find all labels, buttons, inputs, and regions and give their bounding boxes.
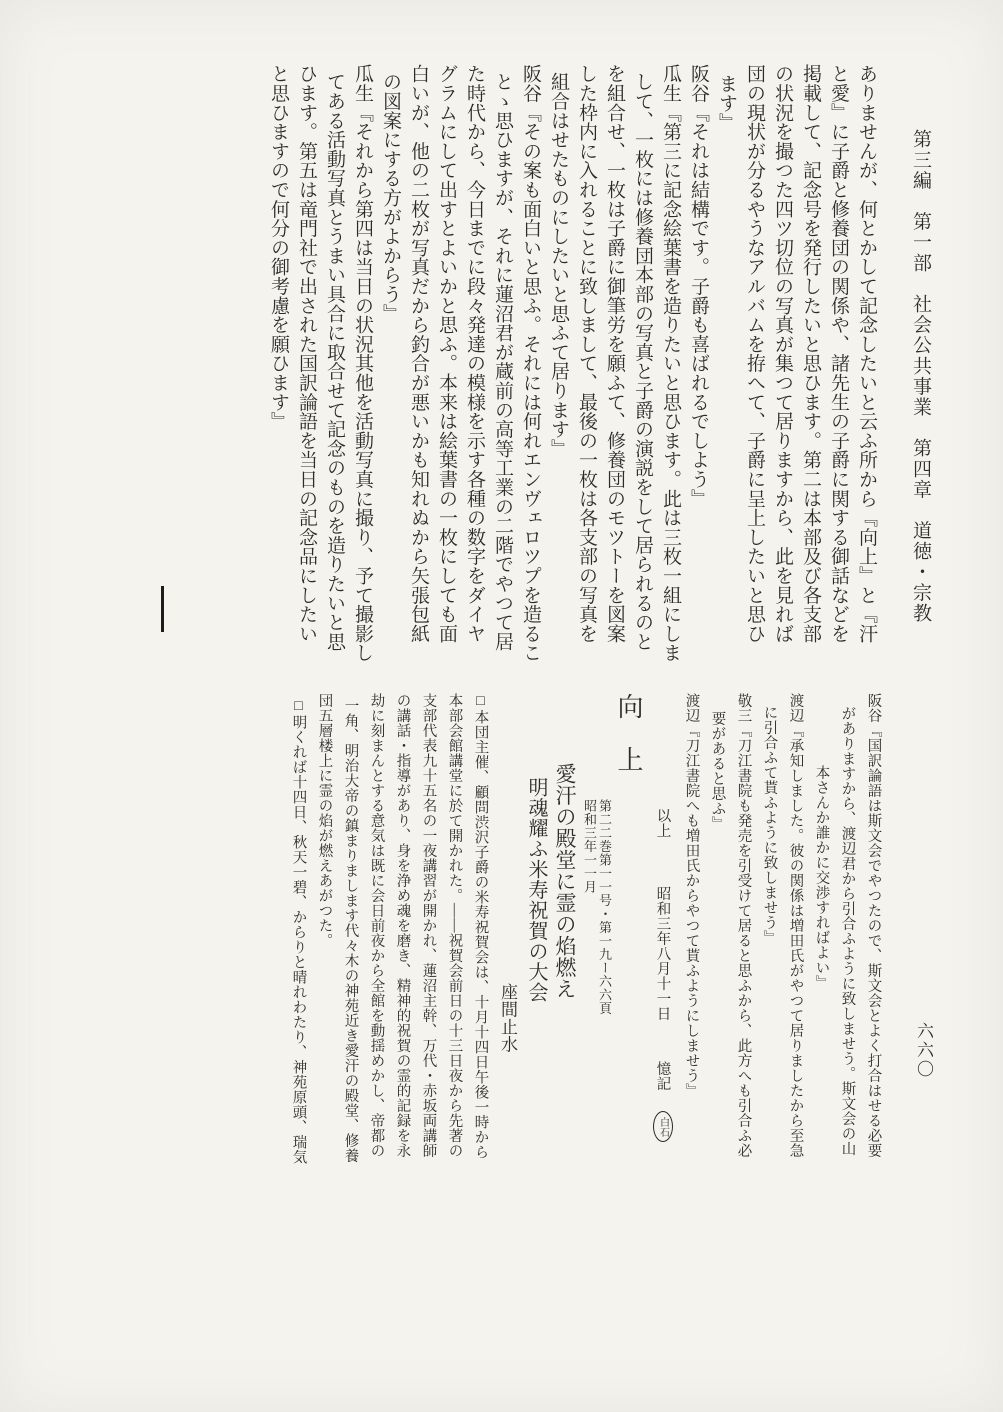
article-column: の講話・指導があり、身を浄め魂を磨き、精神的祝賀の霊的記録を永 bbox=[394, 693, 411, 1158]
dialogue-column: 阪谷『その案も面白いと思ふ。それには何れエンヴェロツプを造るこ bbox=[520, 64, 541, 663]
dialogue-column: 団の現状が分るやうなアルバムを拵へて、子爵に呈上したいと思ひ bbox=[744, 64, 765, 643]
dialogue-column: ます』 bbox=[716, 74, 737, 132]
emphasis-mark bbox=[161, 586, 164, 632]
running-head: 第三編 第一部 社会公共事業 第四章 道徳・宗教 bbox=[910, 129, 931, 624]
dialogue-column: た時代から、今日までに段々発達の模様を示す各種の数字をダイヤ bbox=[464, 64, 485, 643]
page-number: 六六〇 bbox=[914, 1022, 933, 1079]
article-column: 支部代表九十五名の一夜講習が開かれ、蓮沼主幹、万代・赤坂両講師 bbox=[420, 693, 437, 1158]
citation-source bbox=[583, 693, 611, 1193]
record-note: 憶記 bbox=[654, 1061, 671, 1091]
dialogue-column: 白いが、他の二枚が写真だから釣合が悪いかも知れぬから矢張包紙 bbox=[408, 64, 429, 643]
citation-title: 向 上 bbox=[614, 693, 643, 773]
dialogue-column: して、一枚には修養団本部の写真と子爵の演説をして居られるのと bbox=[632, 72, 653, 651]
dialogue-column: の状況を撮つた四ツ切位の写真が集つて居りますから、此を見れば bbox=[772, 64, 793, 643]
dialogue-column: 阪谷『それは結構です。子爵も喜ばれるでしよう』 bbox=[688, 64, 709, 508]
dialogue-column: 組合はせたものにしたいと思ふて居ります』 bbox=[548, 72, 569, 458]
dialogue-column: 本さんか誰かに交渉すればよい』 bbox=[813, 765, 830, 990]
article-author: 座間止水 bbox=[498, 983, 517, 1053]
dialogue-column: 阪谷『国訳論語は斯文会でやつたので、斯文会とよく打合はせる必要 bbox=[865, 693, 882, 1158]
dialogue-column: グラムにして出すとよいかと思ふ。本来は絵葉書の一枚にしても面 bbox=[436, 64, 457, 643]
dialogue-column: 瓜生『それから第四は当日の状況其他を活動写真に撮り、予て撮影し bbox=[352, 64, 373, 663]
dialogue-column: の図案にする方がよからう』 bbox=[380, 72, 401, 323]
article-column: 一角、明治大帝の鎮まりまします代々木の神苑近き愛汗の殿堂、修養 bbox=[342, 698, 359, 1163]
dialogue-column: 掲載して、記念号を発行したいと思ひます。第二は本部及び各支部 bbox=[800, 64, 821, 643]
seal-text: 白石 bbox=[653, 1111, 673, 1142]
lower-text-block bbox=[82, 693, 892, 1193]
citation-block bbox=[583, 693, 641, 1193]
dialogue-column: がありますから、渡辺君から引合ふように致しませう。斯文会の山 bbox=[839, 706, 856, 1156]
dialogue-column: ひます。第五は竜門社で出された国訳論語を当日の記念品にしたい bbox=[296, 64, 317, 643]
dialogue-column: した枠内に入れることに致しまして、最後の一枚は各支部の写真を bbox=[576, 64, 597, 643]
dialogue-column: 敬三『刀江書院も発売を引受けて居ると思ふから、此方へも引合ふ必 bbox=[735, 693, 752, 1158]
dialogue-column: 渡辺『承知しました。彼の関係は増田氏がやつて居りましたから至急 bbox=[787, 693, 804, 1158]
upper-text-block bbox=[55, 64, 885, 668]
dialogue-column: に引合ふて貰ふように致しませう』 bbox=[761, 705, 778, 945]
article-column: 団五層楼上に霊の焰が燃えあがつた。 bbox=[316, 693, 333, 948]
dialogue-column: てある活動写真とうまい具合に取合せて記念のものを造りたいと思 bbox=[324, 72, 345, 651]
end-mark: 以上 bbox=[654, 808, 671, 838]
dialogue-column: とゝ思ひますが、それに蓮沼君が蔵前の高等工業の二階でやつて居 bbox=[492, 72, 513, 651]
article-headline-main: 愛汗の殿堂に霊の焰燃え bbox=[553, 763, 577, 1000]
record-date: 昭和三年八月十一日 bbox=[654, 886, 671, 1021]
article-headline-sub: 明魂耀ふ米寿祝賀の大会 bbox=[525, 777, 547, 1003]
dialogue-column: 瓜生『第三に記念絵葉書を造りたいと思ひます。此は三枚一組にしま bbox=[660, 64, 681, 663]
seal-stamp bbox=[653, 1111, 673, 1142]
article-column: 劫に刻まんとする意気は既に会日前夜から全館を動揺めかし、帝都の bbox=[368, 693, 385, 1158]
citation-volume: 第二二巻第一一号・第一九ー六六頁 bbox=[597, 799, 612, 1015]
closing-line bbox=[653, 693, 673, 1193]
article-column: 本部会館講堂に於て開かれた。――祝賀会前日の十三日夜から先著の bbox=[446, 693, 463, 1158]
dialogue-column: を組合せ、一枚は子爵に御筆労を願ふて、修養団のモツトーを図案 bbox=[604, 64, 625, 643]
dialogue-column: 渡辺『刀江書院へも増田氏からやつて貰ふようにしませう』 bbox=[683, 693, 700, 1098]
dialogue-column: と愛』に子爵と修養団の関係や、諸先生の子爵に関する御話などを bbox=[828, 64, 849, 643]
dialogue-column: ありませんが、何とかして記念したいと云ふ所から『向上』と『汗 bbox=[856, 64, 877, 643]
article-column: □明くれば十四日、秋天一碧、からりと晴れわたり、神苑原頭、瑞気 bbox=[290, 698, 307, 1165]
article-column: □本団主催、顧問渋沢子爵の米寿祝賀会は、十月十四日午後一時から bbox=[472, 693, 489, 1160]
dialogue-column: 要があると思ふ』 bbox=[709, 711, 726, 831]
dialogue-column: と思ひますので何分の御考慮を願ひます』 bbox=[268, 64, 289, 431]
citation-date: 昭和三年一一月 bbox=[582, 799, 597, 894]
